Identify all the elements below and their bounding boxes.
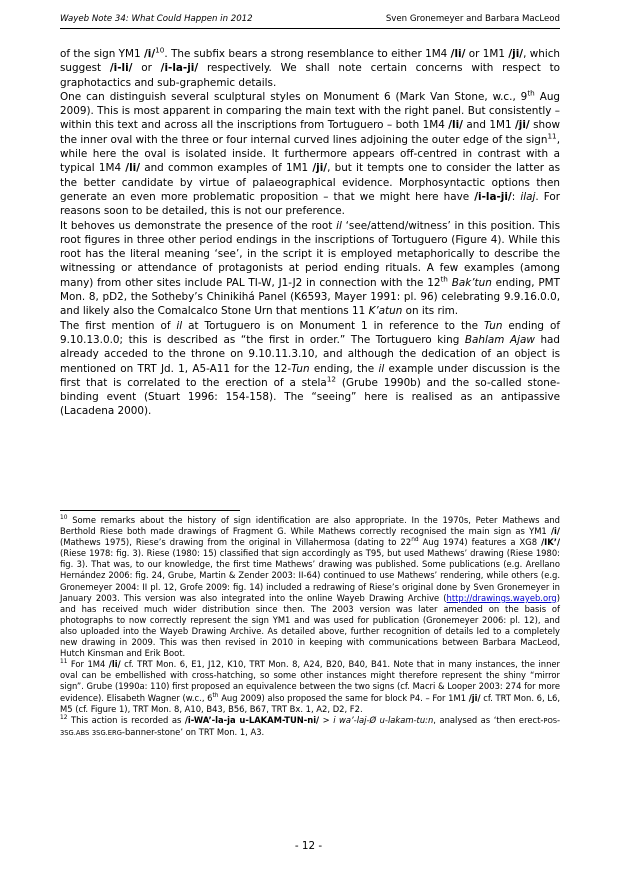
footnote-11: $^{11}$ For 1M4 /li/ cf. TRT Mon. 6, E1, J12, K10, TRT Mon. 8, A24, B20, B40, B41. Note that in many instances, the inner oval can be embellished with cross-hatching, so some other instances might therefore represent the shiny “mirror sign”. Grube (1990a: 110) first proposed an equivalence between the two signs (cf. Macri & Looper 2003: 274 for more evidence). Elisabeth Wagner (w.c., 6th Aug 2009) also proposed the same for block P4. – For 1M1 /ji/ cf. TRT Mon. 6, L6, M5 (cf. Figure 1), TRT Mon. 8, A10, B43, B56, B67, TRT Bx. 1, A2, D2, F2. xyxy=(60,659,560,714)
footnote-ref-10: 10 xyxy=(155,45,165,55)
header-divider xyxy=(60,28,560,29)
main-text xyxy=(60,47,560,419)
paragraph-1: of the sign YM1 /i/$^{10}$. The subfix bears a strong resemblance to either 1M4 /li/ or 1M1 /ji/, which suggest /i-li/ or /i-la-ji/ respectively. We shall note certain concerns with respect to graphotactics and sub-graphemic details. xyxy=(60,45,561,89)
page-number: - 12 - xyxy=(294,840,323,852)
header-authors: Sven Gronemeyer and Barbara MacLeod xyxy=(385,14,560,24)
footnotes xyxy=(60,515,560,739)
paragraph-4: The first mention of il at Tortuguero is on Monument 1 in reference to the Tun ending of 9.10.13.0.0; this is described as “the first in order.” The Tortuguero king Bahlam Ajaw had already acceded to the throne on 9.10.11.3.10, and although the dedication of an object is mentioned on TRT Jd. 1, A5-A11 for the 12-Tun ending, the il example under discussion is the first that is correlated to the erection of a stela$^{12}$ (Grube 1990b) and the so-called stone-binding event (Stuart 1996: 154-158). The “seeing” here is realised as an antipassive (Lacadena 2000). xyxy=(60,319,561,418)
footnote-ref-11: 11 xyxy=(547,131,557,141)
paragraph-2: One can distinguish several sculptural styles on Monument 6 (Mark Van Stone, w.c., 9th Aug 2009). This is most apparent in comparing the main text with the right panel. But consistently – within this text and across all the inscriptions from Tortuguero – both 1M4 /li/ and 1M1 /ji/ show the inner oval with the three or four internal curved lines adjoining the outer edge of the sign$^{11}$, while here the oval is isolated inside. It furthermore appears off-centred in contrast with a typical 1M4 /li/ and common examples of 1M1 /ji/, but it tempts one to consider the latter as the better candidate by virtue of palaeographical evidence. Morphosyntactic options then generate an even more problematic proposition – that we might here have /i-la-ji/: ilaj. For reasons soon to be detailed, this is not our preference. xyxy=(60,88,561,218)
footnote-divider xyxy=(60,510,240,511)
footnote-ref-12: 12 xyxy=(326,374,337,384)
footnote-12: $^{12}$ This action is recorded as /i-WA’-la-ja u-LAKAM-TUN-ni/ > i wa’-laj-Ø u-lakam-tu:n, analysed as ‘then erect-POS-3SG.ABS 3SG.ERG-banner-stone’ on TRT Mon. 1, A3. xyxy=(60,714,561,737)
header-series-title: Wayeb Note 34: What Could Happen in 2012 xyxy=(60,14,253,24)
paragraph-3: It behoves us demonstrate the presence of the root il ‘see/attend/witness’ in this position. This root figures in three other period endings in the inscriptions of Tortuguero (Figure 4). While this root has the literal meaning ‘see’, in the script it is employed metaphorically to describe the witnessing or attendance of protagonists at period ending rituals. A few examples (among many) from other sites include PAL TI-W, J1-J2 in connection with the 12th Bak’tun ending, PMT Mon. 8, pD2, the Sotheby’s Chinikihá Panel (K6593, Mayer 1991: pl. 96) celebrating 9.9.16.0.0, and likely also the Comalcalco Stone Urn that mentions 11 K’atun on its rim. xyxy=(60,219,560,318)
drawing-archive-link[interactable]: http://drawings.wayeb.org xyxy=(446,592,557,603)
footnote-10: $^{10}$ Some remarks about the history of sign identification are also appropriate. In the 1970s, Peter Mathews and Berthold Riese both made drawings of Fragment G. While Mathews correctly recognised the main sign as YM1 /i/ (Mathews 1975), Riese’s drawing from the original in Villahermosa (dating to 22nd Aug 1974) features a XG8 /IK’/ (Riese 1978: fig. 3). Riese (1980: 15) classified that sign accordingly as T95, but used Mathews’ drawing (Riese 1980: fig. 3). That was, to our knowledge, the first time Mathews’ drawing was published. Some publications (e.g. Arellano Hernández 2006: fig. 24, Grube, Martin & Zender 2003: II-64) continued to use Mathews’ rendering, while others (e.g. Gronemeyer 2004: II pl. 12, Grofe 2009: fig. 14) included a redrawing of Riese’s original done by Sven Gronemeyer in January 2003. This version was also integrated into the online Wayeb Drawing Archive (http://drawings.wayeb.org) and has received much wider distribution since then. The 2003 version was later amended on the basis of photographs to now correctly represent the sign YM1 and was used for publication (Gronemeyer 2006: pl. 12), and also uploaded into the Wayeb Drawing Archive. As detailed above, further recognition of details led to a completely new drawing in 2009. This was then revised in 2010 in keeping with communications between Barbara MacLeod, Hutch Kinsman and Erik Boot. xyxy=(60,515,560,659)
